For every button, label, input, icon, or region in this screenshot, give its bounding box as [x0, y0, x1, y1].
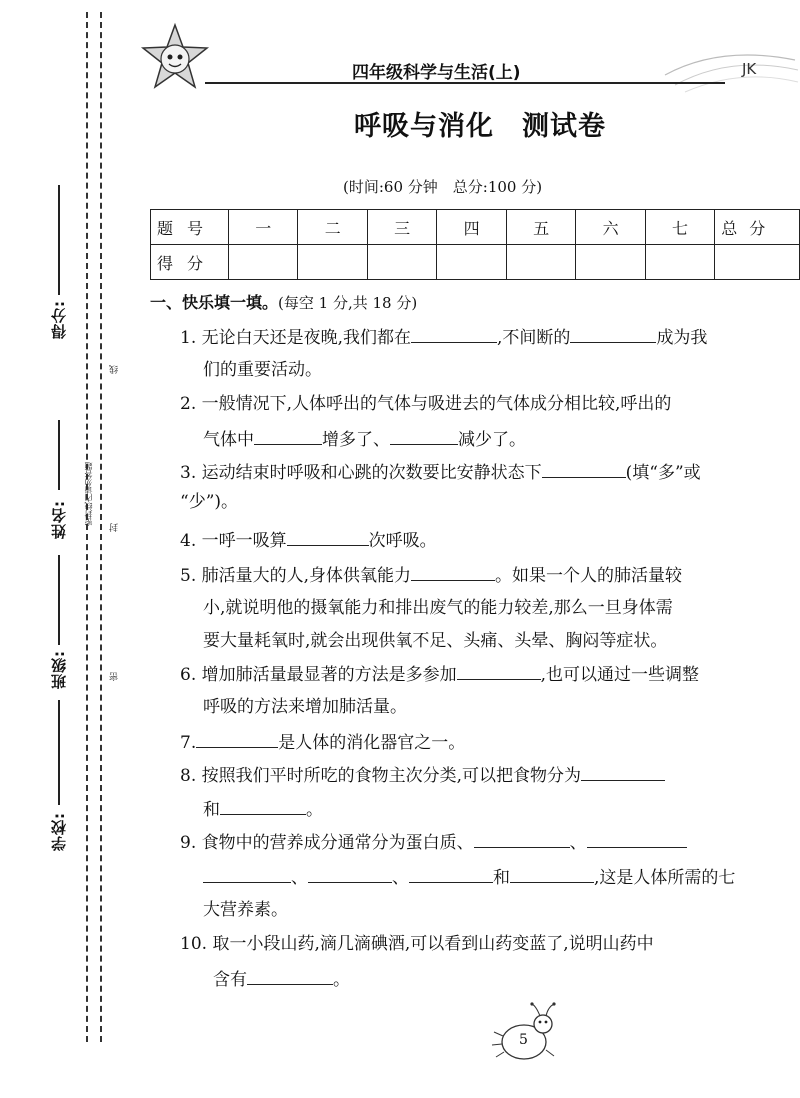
- question-2-line-1: 2. 一般情况下,人体呼出的气体与吸进去的气体成分相比较,呼出的: [180, 394, 672, 414]
- page-number: 5: [519, 1032, 528, 1048]
- seal-mark-seal: 封: [110, 523, 120, 532]
- question-10-line-2: [213, 966, 350, 992]
- q1-blank-1[interactable]: [411, 324, 497, 343]
- score-table-col-7: 七: [645, 210, 714, 245]
- question-9-line-2: [203, 864, 735, 890]
- q9-text-b: 、: [569, 833, 587, 853]
- q5-text-a: 5. 肺活量大的人,身体供氧能力: [180, 566, 412, 586]
- section-1-title: [150, 290, 417, 313]
- q10-text-b: 含有: [213, 970, 247, 990]
- q6-text-b: ,也可以通过一些调整: [540, 665, 700, 685]
- q6-text-a: 6. 增加肺活量最显著的方法是多参加: [180, 665, 457, 685]
- q2-text-c: 增多了、: [322, 430, 390, 450]
- q4-blank-1[interactable]: [287, 527, 369, 546]
- q9-text-a: 9. 食物中的营养成分通常分为蛋白质、: [180, 833, 474, 853]
- q1-text-c: 成为我: [656, 328, 708, 348]
- seal-warning-text: 密封线内请勿答题: [84, 462, 93, 526]
- score-cell-5[interactable]: [506, 245, 575, 280]
- star-mascot-icon: [140, 22, 210, 92]
- section-1-points-note: (每空 1 分,共 18 分): [278, 294, 418, 312]
- q9-blank-4[interactable]: [308, 864, 392, 883]
- binding-dashed-line-inner: [86, 12, 88, 1042]
- class-blank-line: [58, 555, 60, 645]
- q7-blank-1[interactable]: [196, 729, 278, 748]
- binding-school-label: 学校:: [50, 812, 68, 851]
- question-6-line-2: 呼吸的方法来增加肺活量。: [203, 697, 407, 717]
- header-feather-decoration-icon: [660, 40, 800, 100]
- question-5-line-1: [180, 562, 682, 588]
- question-3-line-1: [180, 459, 701, 485]
- question-2-line-2: [203, 426, 526, 452]
- binding-class-label: 班级:: [50, 650, 68, 689]
- score-cell-2[interactable]: [298, 245, 367, 280]
- q2-text-d: 减少了。: [458, 430, 526, 450]
- q2-blank-2[interactable]: [390, 426, 458, 445]
- question-4-line-1: [180, 527, 437, 553]
- q2-blank-1[interactable]: [254, 426, 322, 445]
- q2-text-b: 气体中: [203, 430, 254, 450]
- question-10-line-1: 10. 取一小段山药,滴几滴碘酒,可以看到山药变蓝了,说明山药中: [180, 934, 654, 954]
- question-1-line-2: 们的重要活动。: [203, 360, 322, 380]
- q5-blank-1[interactable]: [411, 562, 495, 581]
- q8-text-b: 和: [203, 800, 220, 820]
- score-table-score-label: 得分: [151, 245, 229, 280]
- score-cell-1[interactable]: [229, 245, 298, 280]
- binding-name-label: 姓名:: [50, 500, 68, 539]
- score-cell-7[interactable]: [645, 245, 714, 280]
- question-7-line-1: [180, 729, 465, 755]
- score-table-header-row: [151, 210, 800, 245]
- question-6-line-1: [180, 661, 699, 687]
- q10-text-c: 。: [333, 970, 350, 990]
- name-blank-line: [58, 420, 60, 490]
- seal-mark-dense: 密: [110, 672, 120, 681]
- q8-blank-1[interactable]: [581, 762, 665, 781]
- q9-blank-5[interactable]: [409, 864, 493, 883]
- score-table-col-6: 六: [576, 210, 645, 245]
- q8-text-c: 。: [306, 800, 323, 820]
- q9-text-e: 和: [493, 868, 510, 888]
- seal-mark-line: 线: [110, 365, 120, 374]
- score-table-col-3: 三: [367, 210, 436, 245]
- q8-text-a: 8. 按照我们平时所吃的食物主次分类,可以把食物分为: [180, 766, 582, 786]
- score-cell-4[interactable]: [437, 245, 506, 280]
- q4-text-b: 次呼吸。: [368, 531, 437, 551]
- q9-text-f: ,这是人体所需的七: [594, 868, 736, 888]
- edition-code: JK: [742, 60, 757, 78]
- score-table-col-2: 二: [298, 210, 367, 245]
- question-8-line-2: [203, 796, 323, 822]
- score-cell-total[interactable]: [715, 245, 800, 280]
- question-5-line-2: 小,就说明他的摄氧能力和排出废气的能力较差,那么一旦身体需: [203, 598, 673, 618]
- question-9-line-3: 大营养素。: [203, 900, 288, 920]
- q1-blank-2[interactable]: [570, 324, 656, 343]
- question-1-line-1: [180, 324, 707, 350]
- score-cell-6[interactable]: [576, 245, 645, 280]
- q3-blank-1[interactable]: [542, 459, 626, 478]
- q1-text-a: 1. 无论白天还是夜晚,我们都在: [180, 328, 412, 348]
- score-blank-line: [58, 185, 60, 295]
- score-table-total-label: 总分: [715, 210, 800, 245]
- q9-blank-2[interactable]: [587, 829, 687, 848]
- q4-text-a: 4. 一呼一吸算: [180, 531, 287, 551]
- binding-score-label: 得分:: [50, 300, 68, 339]
- exam-time-info: (时间:60 分钟 总分:100 分): [343, 178, 543, 196]
- score-table-score-row: [151, 245, 800, 280]
- question-5-line-3: 要大量耗氧时,就会出现供氧不足、头痛、头晕、胸闷等症状。: [203, 631, 668, 651]
- q9-blank-1[interactable]: [474, 829, 570, 848]
- score-cell-3[interactable]: [367, 245, 436, 280]
- q3-text-b: (填“多”或: [625, 463, 701, 483]
- q10-blank-1[interactable]: [247, 966, 333, 985]
- q9-text-c: 、: [291, 868, 308, 888]
- question-9-line-1: [180, 829, 687, 855]
- school-blank-line: [58, 700, 60, 805]
- ladybug-page-icon: [488, 998, 568, 1068]
- q8-blank-2[interactable]: [220, 796, 306, 815]
- exam-title: 呼吸与消化 测试卷: [354, 111, 606, 142]
- q6-blank-1[interactable]: [457, 661, 541, 680]
- q7-text-a: 7.: [180, 733, 197, 753]
- score-table-col-1: 一: [229, 210, 298, 245]
- question-8-line-1: [180, 762, 665, 788]
- binding-dashed-line-outer: [100, 12, 102, 1042]
- score-table-col-5: 五: [506, 210, 575, 245]
- score-table-col-4: 四: [437, 210, 506, 245]
- section-1-heading: 一、快乐填一填。: [150, 293, 279, 312]
- score-table: [150, 209, 800, 280]
- question-3-line-2: “少”)。: [180, 492, 239, 512]
- q5-text-b: 。如果一个人的肺活量较: [495, 566, 683, 586]
- q3-text-a: 3. 运动结束时呼吸和心跳的次数要比安静状态下: [180, 463, 542, 483]
- q7-text-b: 是人体的消化器官之一。: [278, 733, 466, 753]
- q9-text-d: 、: [392, 868, 409, 888]
- q9-blank-3[interactable]: [203, 864, 291, 883]
- q1-text-b: ,不间断的: [497, 328, 571, 348]
- book-title: 四年级科学与生活(上): [352, 63, 521, 83]
- q9-blank-6[interactable]: [510, 864, 594, 883]
- score-table-row-label: 题号: [151, 210, 229, 245]
